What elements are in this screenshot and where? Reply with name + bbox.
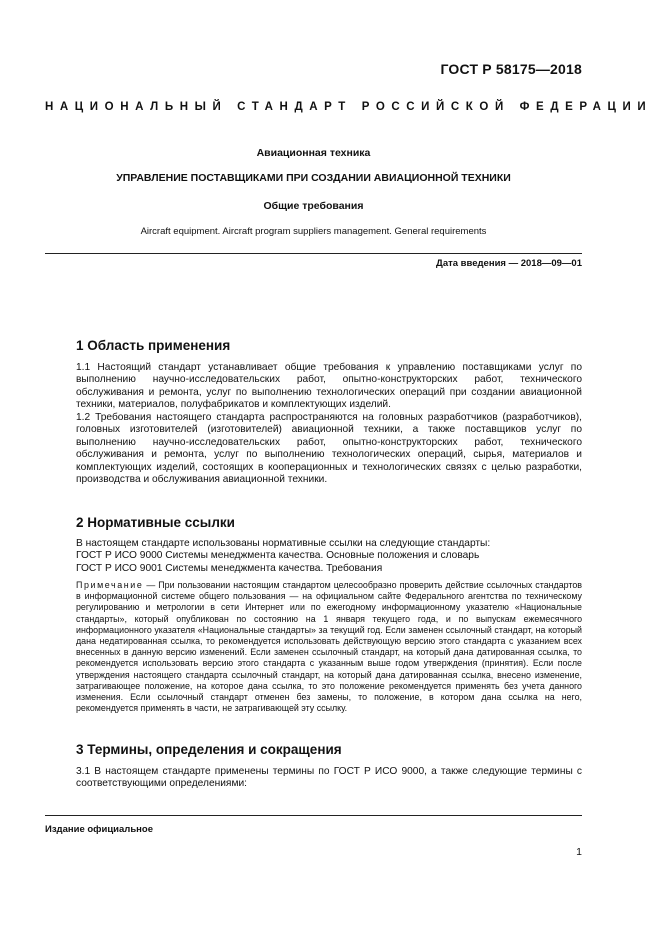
section-heading-normative-refs: 2 Нормативные ссылки — [76, 515, 235, 530]
page-number: 1 — [576, 846, 582, 858]
note-text: — При пользовании настоящим стандартом целесообразно проверить действие ссылочных стандартов в информационной системе общего пользования — на официальном сайте Федерального агентства по техническому регулированию и метрологии в сети Интернет или по ежегодному информационному указателю «Национальные стандарты», который опубликован по состоянию на 1 января текущего года, и по выпускам ежемесячного информационного указателя «Национальные стандарты» за текущий год. Если заменен ссылочный стандарт, на который дана недатированная ссылка, то рекомендуется использовать действующую версию этого стандарта с указанием всех внесенных в данную версию изменений. Если заменен ссылочный стандарт, на который дана датированная ссылка, то рекомендуется использовать версию этого стандарта с указанным выше годом утверждения (принятия). Если после утверждения настоящего стандарта ссылочный стандарт, на который дана датированная ссылка, внесено изменение, затрагивающее положение, на которое дана ссылка, то это положение рекомендуется применять без учета данного изменения. Если ссылочный стандарт отменен без замены, то положение, в котором дана ссылка на него, рекомендуется применять в части, не затрагивающей эту ссылку. — [76, 580, 582, 714]
normative-ref-item: ГОСТ Р ИСО 9000 Системы менеджмента качества. Основные положения и словарь — [76, 550, 480, 562]
document-subtitle: Общие требования — [263, 200, 364, 212]
paragraph-1-2: 1.2 Требования настоящего стандарта распространяются на головных разработчиков (разработчиков), головных изготовителей (изготовителей) авиационной техники, а также поставщиков услуг по выполнению научно-исследовательских работ, опытно-конструкторских работ, технического обслуживания и ремонта, услуг по выполнению технологических операций, сырья, материалов и комплектующих изделий, состоящих в кооперационных и технологических связях с целью разработки, производства и обслуживания авиационной техники. — [76, 412, 582, 486]
national-standard-banner: НАЦИОНАЛЬНЫЙ СТАНДАРТ РОССИЙСКОЙ ФЕДЕРАЦИИ — [45, 101, 653, 113]
paragraph-3-1: 3.1 В настоящем стандарте применены термины по ГОСТ Р ИСО 9000, а также следующие термины с соответствующими определениями: — [76, 766, 582, 790]
paragraph-1-1: 1.1 Настоящий стандарт устанавливает общие требования к управлению поставщиками услуг по выполнению научно-исследовательских работ, опытно-конструкторских работ, технического обслуживания и ремонта, услуг по выполнению технологических операций при создании авиационной техники, материалов, полуфабрикатов и комплектующих изделий. — [76, 362, 582, 411]
introduction-date: Дата введения — 2018—09—01 — [436, 258, 582, 269]
section-heading-scope: 1 Область применения — [76, 338, 231, 353]
note-label: Примечание — [76, 580, 144, 590]
document-category: Авиационная техника — [256, 147, 371, 159]
standard-number: ГОСТ Р 58175—2018 — [440, 61, 582, 77]
document-main-title: УПРАВЛЕНИЕ ПОСТАВЩИКАМИ ПРИ СОЗДАНИИ АВИАЦИОННОЙ ТЕХНИКИ — [116, 172, 511, 184]
title-divider — [45, 253, 582, 254]
normative-ref-item: ГОСТ Р ИСО 9001 Системы менеджмента качества. Требования — [76, 562, 383, 574]
english-title: Aircraft equipment. Aircraft program suppliers management. General requirements — [140, 226, 487, 237]
section-heading-terms: 3 Термины, определения и сокращения — [76, 742, 342, 757]
normative-refs-block — [76, 538, 582, 575]
official-edition-label: Издание официальное — [45, 824, 153, 835]
normative-note — [76, 580, 582, 714]
footer-divider — [45, 815, 582, 816]
normative-refs-intro: В настоящем стандарте использованы нормативные ссылки на следующие стандарты: — [76, 538, 491, 549]
